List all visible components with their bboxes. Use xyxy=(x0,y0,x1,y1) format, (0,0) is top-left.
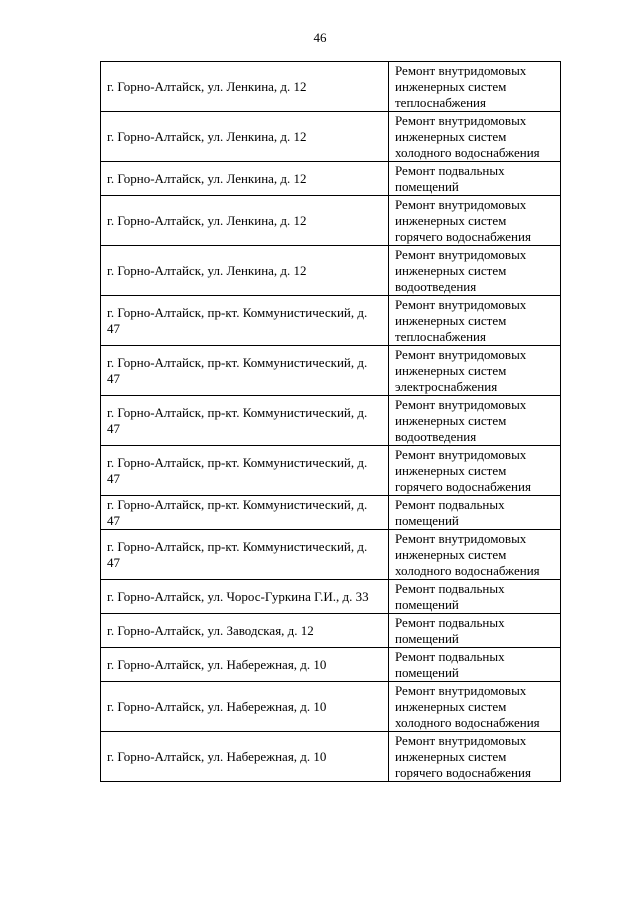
works-table-body xyxy=(101,62,561,782)
table-row xyxy=(101,496,561,530)
address-cell: г. Горно-Алтайск, пр-кт. Коммунистический, д. 47 xyxy=(101,296,389,346)
address-cell: г. Горно-Алтайск, пр-кт. Коммунистический, д. 47 xyxy=(101,396,389,446)
address-cell: г. Горно-Алтайск, пр-кт. Коммунистический, д. 47 xyxy=(101,530,389,580)
table-row xyxy=(101,62,561,112)
work-type-cell: Ремонт подвальных помещений xyxy=(389,496,561,530)
page-number: 46 xyxy=(313,30,327,45)
address-cell: г. Горно-Алтайск, ул. Ленкина, д. 12 xyxy=(101,112,389,162)
work-type-cell: Ремонт подвальных помещений xyxy=(389,614,561,648)
works-table xyxy=(100,61,561,782)
work-type-cell: Ремонт внутридомовых инженерных систем холодного водоснабжения xyxy=(389,112,561,162)
work-type-cell: Ремонт внутридомовых инженерных систем теплоснабжения xyxy=(389,62,561,112)
table-row xyxy=(101,446,561,496)
address-cell: г. Горно-Алтайск, ул. Набережная, д. 10 xyxy=(101,648,389,682)
table-row xyxy=(101,396,561,446)
address-cell: г. Горно-Алтайск, пр-кт. Коммунистический, д. 47 xyxy=(101,346,389,396)
table-row xyxy=(101,530,561,580)
table-row xyxy=(101,614,561,648)
table-row xyxy=(101,580,561,614)
table-row xyxy=(101,196,561,246)
address-cell: г. Горно-Алтайск, ул. Чорос-Гуркина Г.И., д. 33 xyxy=(101,580,389,614)
address-cell: г. Горно-Алтайск, ул. Набережная, д. 10 xyxy=(101,682,389,732)
work-type-cell: Ремонт внутридомовых инженерных систем водоотведения xyxy=(389,246,561,296)
address-cell: г. Горно-Алтайск, ул. Ленкина, д. 12 xyxy=(101,246,389,296)
table-row xyxy=(101,682,561,732)
work-type-cell: Ремонт внутридомовых инженерных систем теплоснабжения xyxy=(389,296,561,346)
table-row xyxy=(101,162,561,196)
address-cell: г. Горно-Алтайск, ул. Заводская, д. 12 xyxy=(101,614,389,648)
table-row xyxy=(101,296,561,346)
work-type-cell: Ремонт подвальных помещений xyxy=(389,580,561,614)
work-type-cell: Ремонт подвальных помещений xyxy=(389,648,561,682)
work-type-cell: Ремонт подвальных помещений xyxy=(389,162,561,196)
work-type-cell: Ремонт внутридомовых инженерных систем холодного водоснабжения xyxy=(389,530,561,580)
work-type-cell: Ремонт внутридомовых инженерных систем холодного водоснабжения xyxy=(389,682,561,732)
work-type-cell: Ремонт внутридомовых инженерных систем горячего водоснабжения xyxy=(389,732,561,782)
work-type-cell: Ремонт внутридомовых инженерных систем водоотведения xyxy=(389,396,561,446)
work-type-cell: Ремонт внутридомовых инженерных систем горячего водоснабжения xyxy=(389,446,561,496)
work-type-cell: Ремонт внутридомовых инженерных систем электроснабжения xyxy=(389,346,561,396)
table-row xyxy=(101,246,561,296)
table-row xyxy=(101,732,561,782)
address-cell: г. Горно-Алтайск, ул. Ленкина, д. 12 xyxy=(101,162,389,196)
table-row xyxy=(101,648,561,682)
work-type-cell: Ремонт внутридомовых инженерных систем горячего водоснабжения xyxy=(389,196,561,246)
address-cell: г. Горно-Алтайск, ул. Набережная, д. 10 xyxy=(101,732,389,782)
table-row xyxy=(101,112,561,162)
address-cell: г. Горно-Алтайск, ул. Ленкина, д. 12 xyxy=(101,196,389,246)
address-cell: г. Горно-Алтайск, ул. Ленкина, д. 12 xyxy=(101,62,389,112)
address-cell: г. Горно-Алтайск, пр-кт. Коммунистический, д. 47 xyxy=(101,496,389,530)
address-cell: г. Горно-Алтайск, пр-кт. Коммунистический, д. 47 xyxy=(101,446,389,496)
table-row xyxy=(101,346,561,396)
